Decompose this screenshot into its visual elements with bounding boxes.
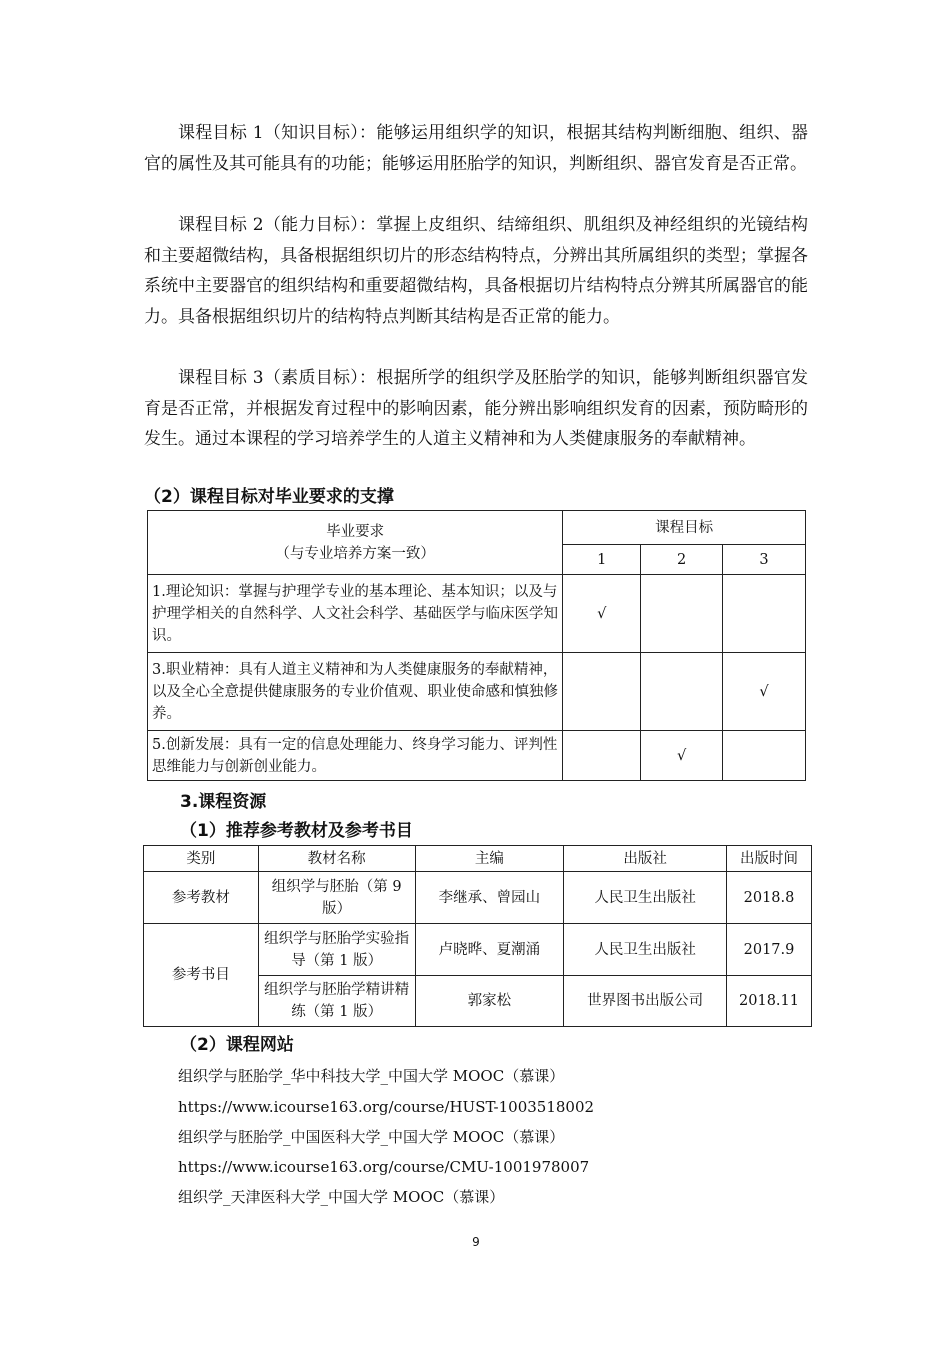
goal-3-paragraph: 课程目标 3（素质目标）：根据所学的组织学及胚胎学的知识，能够判断组织器官发育是否正常，并根据发育过程中的影响因素，能分辨出影响组织发育的因素，预防畸形的发生。通过本课程的学习培养学生的人道主义精神和为人类健康服务的奉献精神。 [144, 368, 808, 449]
year-cell: 2017.9 [727, 924, 812, 976]
goal-col-3: 3 [723, 545, 806, 575]
editor-cell: 卢晓晔、夏潮涌 [415, 924, 564, 976]
requirement-header-cell [148, 511, 563, 575]
goal-1-paragraph: 课程目标 1（知识目标）：能够运用组织学的知识，根据其结构判断细胞、组织、器官的属性及其可能具有的功能；能够运用胚胎学的知识，判断组织、器官发育是否正常。 [144, 123, 808, 174]
check-cell [723, 731, 806, 781]
requirement-cell: 1.理论知识：掌握与护理学专业的基本理论、基本知识；以及与护理学相关的自然科学、人文社会科学、基础医学与临床医学知识。 [148, 575, 563, 653]
category-cell: 参考教材 [144, 872, 259, 924]
check-cell [563, 731, 641, 781]
check-cell [563, 653, 641, 731]
books-header-year: 出版时间 [727, 846, 812, 872]
support-heading: （2）课程目标对毕业要求的支撑 [144, 487, 394, 507]
check-cell [723, 575, 806, 653]
books-header-category: 类别 [144, 846, 259, 872]
books-heading: （1）推荐参考教材及参考书目 [180, 821, 413, 841]
table-row [148, 731, 806, 781]
year-cell: 2018.8 [727, 872, 812, 924]
support-table [147, 510, 806, 781]
check-cell [641, 575, 723, 653]
publisher-cell: 人民卫生出版社 [564, 872, 727, 924]
goal-col-1: 1 [563, 545, 641, 575]
table-row [144, 924, 812, 976]
book-name-cell: 组织学与胚胎学实验指导（第 1 版） [258, 924, 415, 976]
website-title: 组织学与胚胎学_华中科技大学_中国大学 MOOC（慕课） [178, 1067, 565, 1085]
requirement-header: 毕业要求 [326, 523, 385, 540]
resources-heading: 3.课程资源 [180, 792, 267, 812]
requirement-header-sub: （与专业培养方案一致） [275, 545, 435, 562]
table-row [144, 872, 812, 924]
year-cell: 2018.11 [727, 976, 812, 1027]
website-title: 组织学_天津医科大学_中国大学 MOOC（慕课） [178, 1188, 505, 1206]
website-url[interactable]: https://www.icourse163.org/course/HUST-1003518002 [178, 1098, 595, 1116]
check-cell: √ [563, 575, 641, 653]
page-number: 9 [472, 1235, 480, 1249]
check-cell: √ [641, 731, 723, 781]
publisher-cell: 人民卫生出版社 [564, 924, 727, 976]
website-title: 组织学与胚胎学_中国医科大学_中国大学 MOOC（慕课） [178, 1128, 565, 1146]
website-url[interactable]: https://www.icourse163.org/course/CMU-1001978007 [178, 1158, 590, 1176]
check-cell [641, 653, 723, 731]
books-table [143, 845, 812, 1027]
books-header-editor: 主编 [415, 846, 564, 872]
table-row [148, 575, 806, 653]
table-row [148, 653, 806, 731]
goal-col-2: 2 [641, 545, 723, 575]
category-cell: 参考书目 [144, 924, 259, 1027]
books-header-publisher: 出版社 [564, 846, 727, 872]
books-header-name: 教材名称 [258, 846, 415, 872]
editor-cell: 郭家松 [415, 976, 564, 1027]
check-cell: √ [723, 653, 806, 731]
website-heading: （2）课程网站 [180, 1035, 294, 1055]
editor-cell: 李继承、曾园山 [415, 872, 564, 924]
course-goal-header: 课程目标 [563, 511, 806, 545]
book-name-cell: 组织学与胚胎学精讲精练（第 1 版） [258, 976, 415, 1027]
book-name-cell: 组织学与胚胎（第 9 版） [258, 872, 415, 924]
requirement-cell: 3.职业精神：具有人道主义精神和为人类健康服务的奉献精神，以及全心全意提供健康服务的专业价值观、职业使命感和慎独修养。 [148, 653, 563, 731]
requirement-cell: 5.创新发展：具有一定的信息处理能力、终身学习能力、评判性思维能力与创新创业能力。 [148, 731, 563, 781]
publisher-cell: 世界图书出版公司 [564, 976, 727, 1027]
goal-2-paragraph: 课程目标 2（能力目标）：掌握上皮组织、结缔组织、肌组织及神经组织的光镜结构和主要超微结构，具备根据组织切片的形态结构特点，分辨出其所属组织的类型；掌握各系统中主要器官的组织结构和重要超微结构，具备根据切片结构特点分辨其所属器官的能力。具备根据组织切片的结构特点判断其结构是否正常的能力。 [144, 215, 808, 327]
